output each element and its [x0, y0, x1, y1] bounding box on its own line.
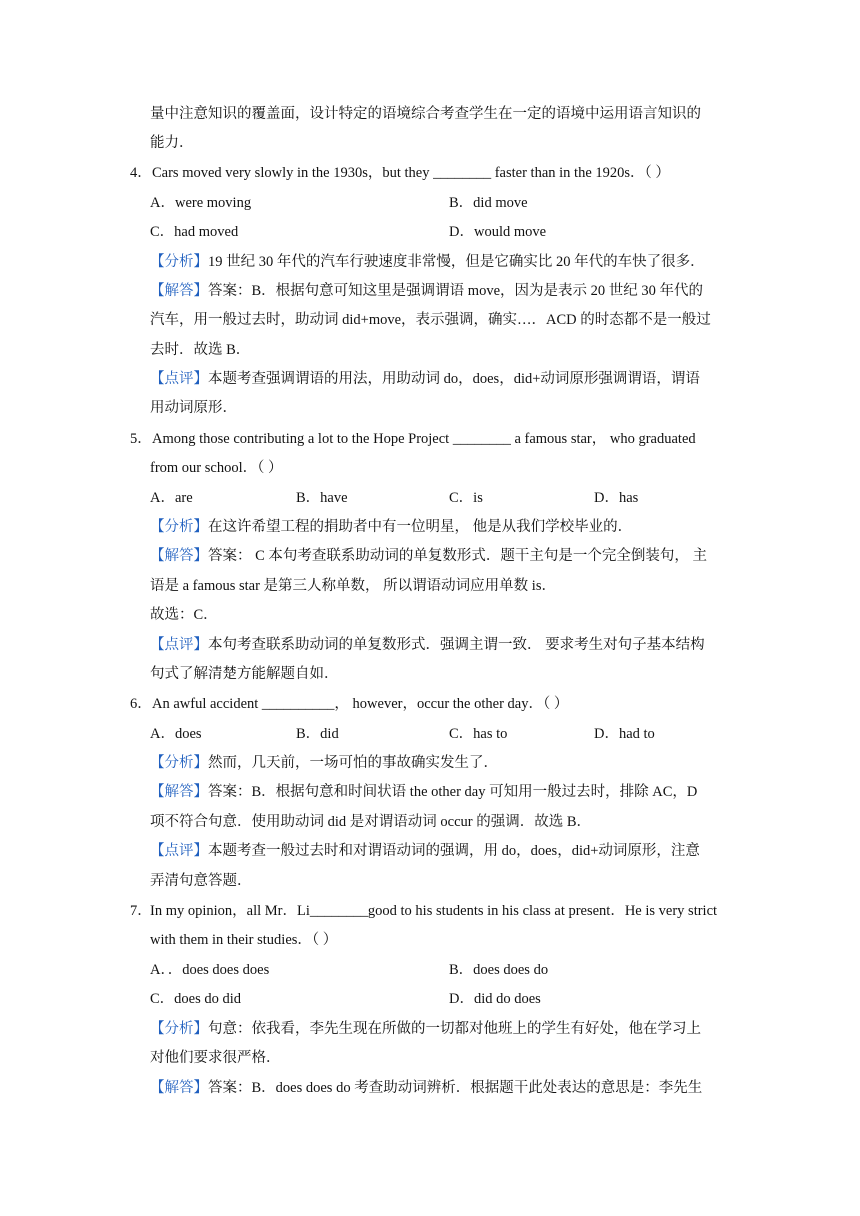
option-b: B．did move — [449, 195, 528, 211]
answer-text: 汽车，用一般过去时，助动词 did+move，表示强调，确实…．ACD 的时态都不是一般过 — [150, 312, 711, 328]
option-d: D．had to — [594, 726, 655, 742]
option-d: D．did do does — [449, 991, 541, 1007]
analysis-text: 然而，几天前，一场可怕的事故确实发生了． — [208, 755, 498, 771]
answer-label: 【解答】 — [150, 283, 208, 299]
answer-text: 项不符合句意．使用助动词 did 是对谓语动词 occur 的强调．故选 B． — [150, 814, 592, 830]
answer-text: 答案：B．根据句意可知这里是强调谓语 move，因为是表示 20 世纪 30 年代的 — [208, 283, 704, 299]
option-b: B．did — [296, 726, 339, 742]
option-c: C．does do did — [150, 991, 242, 1007]
answer-text: 答案：B．does does do 考查助动词辨析．根据题干此处表达的意思是：李先生 — [208, 1080, 703, 1096]
answer-label: 【解答】 — [150, 784, 208, 800]
question-stem: In my opinion，all Mr．Li________good to his students in his class at present．He is very strict — [150, 903, 718, 919]
analysis-text: 对他们要求很严格． — [150, 1050, 281, 1066]
analysis-line — [150, 1019, 701, 1039]
answer-line — [150, 546, 707, 566]
comment-text: 弄清句意答题． — [150, 873, 252, 889]
analysis-text: 句意：依我看，李先生现在所做的一切都对他班上的学生有好处，他在学习上 — [208, 1021, 701, 1037]
option-d: D．has — [594, 490, 639, 506]
comment-text: 句式了解清楚方能解题自如． — [150, 666, 339, 682]
comment-label: 【点评】 — [150, 371, 208, 387]
option-c: C．had moved — [150, 224, 239, 240]
analysis-line — [150, 753, 498, 773]
question-stem: from our school．（ ） — [150, 460, 283, 476]
intro-line: 量中注意知识的覆盖面，设计特定的语境综合考查学生在一定的语境中运用语言知识的 — [150, 106, 701, 122]
comment-text: 本句考查联系助动词的单复数形式．强调主谓一致． 要求考生对句子基本结构 — [208, 637, 705, 653]
question-number: 4． — [130, 165, 152, 181]
option-c: C．is — [449, 490, 483, 506]
analysis-label: 【分析】 — [150, 254, 208, 270]
question-number: 6． — [130, 696, 152, 712]
intro-line: 能力． — [150, 135, 194, 151]
comment-label: 【点评】 — [150, 637, 208, 653]
question-number: 5． — [130, 431, 152, 447]
answer-text: 答案： C 本句考查联系助动词的单复数形式．题干主句是一个完全倒装句， 主 — [208, 548, 708, 564]
question-stem: Among those contributing a lot to the Hope Project ________ a famous star， who graduated — [152, 431, 696, 447]
question-stem: Cars moved very slowly in the 1930s，but they ________ faster than in the 1920s．（ ） — [152, 165, 670, 181]
comment-text: 本题考查强调谓语的用法，用助动词 do，does，did+动词原形强调谓语，谓语 — [208, 371, 700, 387]
analysis-line — [150, 252, 705, 272]
answer-label: 【解答】 — [150, 1080, 208, 1096]
option-a: A．．does does does — [150, 962, 270, 978]
analysis-label: 【分析】 — [150, 519, 208, 535]
answer-text: 答案：B．根据句意和时间状语 the other day 可知用一般过去时，排除 AC，D — [208, 784, 698, 800]
comment-label: 【点评】 — [150, 843, 208, 859]
comment-line — [150, 841, 700, 861]
comment-text: 本题考查一般过去时和对谓语动词的强调，用 do，does，did+动词原形，注意 — [208, 843, 700, 859]
question-stem: An awful accident __________， however，occur the other day．（ ） — [152, 696, 569, 712]
answer-text: 故选：C． — [150, 607, 218, 623]
question-number: 7． — [130, 903, 152, 919]
option-a: A．are — [150, 490, 193, 506]
comment-line — [150, 369, 700, 389]
question-stem: with them in their studies．（ ） — [150, 932, 338, 948]
analysis-line — [150, 517, 632, 537]
analysis-text: 19 世纪 30 年代的汽车行驶速度非常慢，但是它确实比 20 年代的车快了很多． — [208, 254, 705, 270]
analysis-label: 【分析】 — [150, 755, 208, 771]
answer-text: 语是 a famous star 是第三人称单数， 所以谓语动词应用单数 is． — [150, 578, 556, 594]
answer-line — [150, 1078, 702, 1098]
analysis-text: 在这许希望工程的捐助者中有一位明星， 他是从我们学校毕业的． — [208, 519, 633, 535]
comment-line — [150, 635, 705, 655]
analysis-label: 【分析】 — [150, 1021, 208, 1037]
comment-text: 用动词原形． — [150, 400, 237, 416]
option-c: C．has to — [449, 726, 508, 742]
answer-line — [150, 281, 703, 301]
option-d: D．would move — [449, 224, 547, 240]
option-a: A．does — [150, 726, 202, 742]
option-b: B．have — [296, 490, 348, 506]
answer-text: 去时．故选 B． — [150, 342, 251, 358]
answer-label: 【解答】 — [150, 548, 208, 564]
option-b: B．does does do — [449, 962, 549, 978]
answer-line — [150, 782, 697, 802]
option-a: A．were moving — [150, 195, 252, 211]
